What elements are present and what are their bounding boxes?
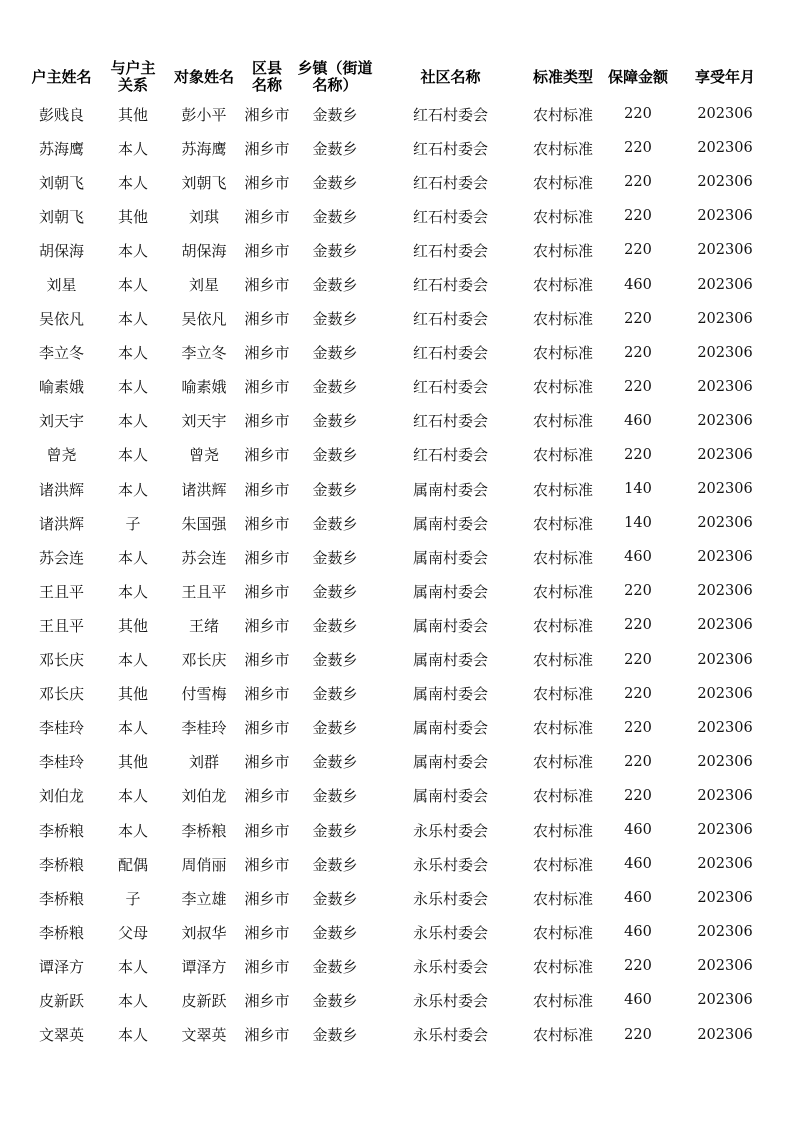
household-head-cell: 刘天宇: [38, 412, 84, 431]
township-cell: 金薮乡: [312, 582, 358, 601]
amount-cell: 460: [624, 890, 652, 907]
table-row: [24, 677, 776, 711]
standard-type-header: 标准类型: [532, 67, 593, 86]
community-cell: 属南村委会: [412, 582, 488, 601]
county-cell: 湘乡市: [244, 821, 290, 840]
township-cell: 金薮乡: [312, 241, 358, 260]
period-cell: 202306: [697, 310, 753, 327]
township-cell: 金薮乡: [312, 787, 358, 806]
period-cell: 202306: [697, 856, 753, 873]
recipient-name-cell: 李立冬: [181, 344, 227, 363]
recipient-name-cell: 周俏丽: [181, 855, 227, 874]
relation-header: 与户主 关系: [110, 59, 156, 94]
amount-cell: 220: [624, 242, 652, 259]
standard-type-cell: 农村标准: [532, 548, 593, 567]
recipient-name-cell: 吴依凡: [181, 310, 227, 329]
standard-type-cell: 农村标准: [532, 991, 593, 1010]
standard-type-cell: 农村标准: [532, 1026, 593, 1045]
recipient-name-cell: 刘伯龙: [181, 787, 227, 806]
relation-cell: 本人: [117, 310, 148, 329]
relation-cell: 父母: [117, 923, 148, 942]
township-cell: 金薮乡: [312, 889, 358, 908]
amount-cell: 220: [624, 1026, 652, 1043]
household-head-header: 户主姓名: [31, 67, 92, 86]
amount-cell: 220: [624, 719, 652, 736]
amount-cell: 460: [624, 412, 652, 429]
household-head-cell: 刘朝飞: [38, 173, 84, 192]
period-cell: 202306: [697, 549, 753, 566]
county-cell: 湘乡市: [244, 991, 290, 1010]
community-cell: 属南村委会: [412, 753, 488, 772]
household-head-cell: 王且平: [38, 616, 84, 635]
recipient-name-cell: 喻素娥: [181, 378, 227, 397]
county-cell: 湘乡市: [244, 548, 290, 567]
relation-cell: 本人: [117, 548, 148, 567]
recipient-name-cell: 李桥粮: [181, 821, 227, 840]
household-head-cell: 邓长庆: [38, 651, 84, 670]
standard-type-cell: 农村标准: [532, 344, 593, 363]
standard-type-cell: 农村标准: [532, 719, 593, 738]
amount-cell: 220: [624, 787, 652, 804]
period-cell: 202306: [697, 822, 753, 839]
community-cell: 永乐村委会: [412, 821, 488, 840]
community-cell: 红石村委会: [412, 446, 488, 465]
amount-cell: 140: [624, 481, 652, 498]
period-cell: 202306: [697, 787, 753, 804]
county-cell: 湘乡市: [244, 923, 290, 942]
township-cell: 金薮乡: [312, 753, 358, 772]
table-header-row: [24, 57, 776, 97]
county-cell: 湘乡市: [244, 139, 290, 158]
recipient-name-header: 对象姓名: [173, 67, 234, 86]
table-row: [24, 97, 776, 131]
community-cell: 红石村委会: [412, 241, 488, 260]
standard-type-cell: 农村标准: [532, 310, 593, 329]
standard-type-cell: 农村标准: [532, 616, 593, 635]
household-head-cell: 诸洪辉: [38, 514, 84, 533]
household-head-cell: 邓长庆: [38, 685, 84, 704]
recipient-name-cell: 皮新跃: [181, 991, 227, 1010]
township-cell: 金薮乡: [312, 821, 358, 840]
table-row: [24, 949, 776, 983]
county-cell: 湘乡市: [244, 616, 290, 635]
amount-cell: 220: [624, 685, 652, 702]
township-header: 乡镇（街道 名称）: [297, 59, 373, 94]
township-cell: 金薮乡: [312, 412, 358, 431]
table-row: [24, 847, 776, 881]
township-cell: 金薮乡: [312, 344, 358, 363]
period-cell: 202306: [697, 958, 753, 975]
recipient-name-cell: 王且平: [181, 582, 227, 601]
subsidy-roster-table: [24, 57, 776, 1052]
table-row: [24, 608, 776, 642]
county-cell: 湘乡市: [244, 719, 290, 738]
household-head-cell: 彭贱良: [38, 105, 84, 124]
amount-cell: 220: [624, 174, 652, 191]
township-cell: 金薮乡: [312, 105, 358, 124]
relation-cell: 其他: [117, 753, 148, 772]
table-row: [24, 711, 776, 745]
period-cell: 202306: [697, 481, 753, 498]
amount-cell: 220: [624, 378, 652, 395]
relation-cell: 其他: [117, 207, 148, 226]
table-row: [24, 540, 776, 574]
relation-cell: 配偶: [117, 855, 148, 874]
county-cell: 湘乡市: [244, 412, 290, 431]
amount-cell: 220: [624, 310, 652, 327]
recipient-name-cell: 彭小平: [181, 105, 227, 124]
community-cell: 属南村委会: [412, 787, 488, 806]
table-row: [24, 131, 776, 165]
community-cell: 属南村委会: [412, 480, 488, 499]
standard-type-cell: 农村标准: [532, 889, 593, 908]
table-row: [24, 370, 776, 404]
household-head-cell: 李桥粮: [38, 855, 84, 874]
standard-type-cell: 农村标准: [532, 139, 593, 158]
township-cell: 金薮乡: [312, 378, 358, 397]
county-cell: 湘乡市: [244, 105, 290, 124]
period-cell: 202306: [697, 412, 753, 429]
amount-cell: 460: [624, 276, 652, 293]
relation-cell: 子: [125, 514, 141, 533]
period-header: 享受年月: [694, 67, 755, 86]
amount-cell: 220: [624, 753, 652, 770]
community-cell: 属南村委会: [412, 651, 488, 670]
county-header: 区县 名称: [251, 59, 282, 94]
standard-type-cell: 农村标准: [532, 105, 593, 124]
standard-type-cell: 农村标准: [532, 276, 593, 295]
table-row: [24, 915, 776, 949]
amount-cell: 460: [624, 856, 652, 873]
relation-cell: 本人: [117, 276, 148, 295]
amount-cell: 460: [624, 549, 652, 566]
township-cell: 金薮乡: [312, 855, 358, 874]
standard-type-cell: 农村标准: [532, 412, 593, 431]
county-cell: 湘乡市: [244, 207, 290, 226]
table-row: [24, 267, 776, 301]
period-cell: 202306: [697, 140, 753, 157]
table-body: [24, 97, 776, 1052]
recipient-name-cell: 诸洪辉: [181, 480, 227, 499]
recipient-name-cell: 刘琪: [188, 207, 219, 226]
relation-cell: 本人: [117, 412, 148, 431]
table-row: [24, 302, 776, 336]
period-cell: 202306: [697, 515, 753, 532]
relation-cell: 本人: [117, 241, 148, 260]
table-row: [24, 438, 776, 472]
table-row: [24, 506, 776, 540]
relation-cell: 本人: [117, 719, 148, 738]
period-cell: 202306: [697, 651, 753, 668]
period-cell: 202306: [697, 344, 753, 361]
relation-cell: 本人: [117, 344, 148, 363]
standard-type-cell: 农村标准: [532, 957, 593, 976]
community-cell: 永乐村委会: [412, 855, 488, 874]
amount-cell: 220: [624, 651, 652, 668]
period-cell: 202306: [697, 890, 753, 907]
township-cell: 金薮乡: [312, 480, 358, 499]
period-cell: 202306: [697, 992, 753, 1009]
amount-cell: 220: [624, 140, 652, 157]
table-row: [24, 336, 776, 370]
household-head-cell: 李桂玲: [38, 753, 84, 772]
community-cell: 永乐村委会: [412, 923, 488, 942]
recipient-name-cell: 苏海鹰: [181, 139, 227, 158]
relation-cell: 本人: [117, 1026, 148, 1045]
relation-cell: 其他: [117, 616, 148, 635]
recipient-name-cell: 刘星: [188, 276, 219, 295]
household-head-cell: 李桥粮: [38, 923, 84, 942]
household-head-cell: 皮新跃: [38, 991, 84, 1010]
standard-type-cell: 农村标准: [532, 582, 593, 601]
period-cell: 202306: [697, 1026, 753, 1043]
amount-cell: 220: [624, 344, 652, 361]
township-cell: 金薮乡: [312, 139, 358, 158]
table-row: [24, 472, 776, 506]
household-head-cell: 吴依凡: [38, 310, 84, 329]
county-cell: 湘乡市: [244, 276, 290, 295]
household-head-cell: 谭泽方: [38, 957, 84, 976]
table-row: [24, 983, 776, 1017]
township-cell: 金薮乡: [312, 651, 358, 670]
recipient-name-cell: 付雪梅: [181, 685, 227, 704]
standard-type-cell: 农村标准: [532, 753, 593, 772]
community-cell: 永乐村委会: [412, 957, 488, 976]
standard-type-cell: 农村标准: [532, 241, 593, 260]
period-cell: 202306: [697, 924, 753, 941]
county-cell: 湘乡市: [244, 480, 290, 499]
community-cell: 红石村委会: [412, 207, 488, 226]
relation-cell: 其他: [117, 685, 148, 704]
recipient-name-cell: 李立雄: [181, 889, 227, 908]
county-cell: 湘乡市: [244, 514, 290, 533]
amount-cell: 220: [624, 106, 652, 123]
standard-type-cell: 农村标准: [532, 173, 593, 192]
recipient-name-cell: 曾尧: [188, 446, 219, 465]
county-cell: 湘乡市: [244, 173, 290, 192]
community-cell: 红石村委会: [412, 276, 488, 295]
household-head-cell: 王且平: [38, 582, 84, 601]
standard-type-cell: 农村标准: [532, 480, 593, 499]
period-cell: 202306: [697, 446, 753, 463]
amount-cell: 220: [624, 446, 652, 463]
relation-cell: 子: [125, 889, 141, 908]
community-cell: 红石村委会: [412, 310, 488, 329]
relation-cell: 本人: [117, 991, 148, 1010]
township-cell: 金薮乡: [312, 446, 358, 465]
township-cell: 金薮乡: [312, 276, 358, 295]
county-cell: 湘乡市: [244, 651, 290, 670]
recipient-name-cell: 刘朝飞: [181, 173, 227, 192]
amount-header: 保障金额: [607, 67, 668, 86]
recipient-name-cell: 谭泽方: [181, 957, 227, 976]
household-head-cell: 刘星: [46, 276, 77, 295]
community-cell: 红石村委会: [412, 173, 488, 192]
amount-cell: 460: [624, 992, 652, 1009]
household-head-cell: 李桥粮: [38, 821, 84, 840]
community-cell: 属南村委会: [412, 719, 488, 738]
recipient-name-cell: 朱国强: [181, 514, 227, 533]
relation-cell: 其他: [117, 105, 148, 124]
period-cell: 202306: [697, 583, 753, 600]
table-row: [24, 404, 776, 438]
standard-type-cell: 农村标准: [532, 685, 593, 704]
table-row: [24, 165, 776, 199]
township-cell: 金薮乡: [312, 719, 358, 738]
recipient-name-cell: 刘群: [188, 753, 219, 772]
household-head-cell: 苏会连: [38, 548, 84, 567]
community-cell: 红石村委会: [412, 105, 488, 124]
community-cell: 永乐村委会: [412, 991, 488, 1010]
recipient-name-cell: 邓长庆: [181, 651, 227, 670]
table-row: [24, 1018, 776, 1052]
household-head-cell: 诸洪辉: [38, 480, 84, 499]
county-cell: 湘乡市: [244, 582, 290, 601]
county-cell: 湘乡市: [244, 1026, 290, 1045]
relation-cell: 本人: [117, 957, 148, 976]
township-cell: 金薮乡: [312, 310, 358, 329]
relation-cell: 本人: [117, 446, 148, 465]
period-cell: 202306: [697, 685, 753, 702]
recipient-name-cell: 刘天宇: [181, 412, 227, 431]
standard-type-cell: 农村标准: [532, 821, 593, 840]
county-cell: 湘乡市: [244, 889, 290, 908]
period-cell: 202306: [697, 242, 753, 259]
standard-type-cell: 农村标准: [532, 855, 593, 874]
table-row: [24, 199, 776, 233]
community-cell: 属南村委会: [412, 616, 488, 635]
county-cell: 湘乡市: [244, 753, 290, 772]
recipient-name-cell: 王绪: [188, 616, 219, 635]
standard-type-cell: 农村标准: [532, 378, 593, 397]
table-row: [24, 574, 776, 608]
standard-type-cell: 农村标准: [532, 787, 593, 806]
household-head-cell: 李桥粮: [38, 889, 84, 908]
relation-cell: 本人: [117, 139, 148, 158]
relation-cell: 本人: [117, 378, 148, 397]
household-head-cell: 曾尧: [46, 446, 77, 465]
county-cell: 湘乡市: [244, 241, 290, 260]
county-cell: 湘乡市: [244, 310, 290, 329]
amount-cell: 460: [624, 822, 652, 839]
amount-cell: 220: [624, 617, 652, 634]
county-cell: 湘乡市: [244, 957, 290, 976]
amount-cell: 140: [624, 515, 652, 532]
recipient-name-cell: 李桂玲: [181, 719, 227, 738]
household-head-cell: 文翠英: [38, 1026, 84, 1045]
community-cell: 红石村委会: [412, 412, 488, 431]
county-cell: 湘乡市: [244, 344, 290, 363]
standard-type-cell: 农村标准: [532, 207, 593, 226]
recipient-name-cell: 苏会连: [181, 548, 227, 567]
community-cell: 永乐村委会: [412, 889, 488, 908]
community-cell: 属南村委会: [412, 548, 488, 567]
period-cell: 202306: [697, 719, 753, 736]
table-row: [24, 779, 776, 813]
county-cell: 湘乡市: [244, 446, 290, 465]
township-cell: 金薮乡: [312, 685, 358, 704]
household-head-cell: 李立冬: [38, 344, 84, 363]
amount-cell: 220: [624, 958, 652, 975]
township-cell: 金薮乡: [312, 991, 358, 1010]
county-cell: 湘乡市: [244, 787, 290, 806]
table-row: [24, 813, 776, 847]
table-row: [24, 233, 776, 267]
amount-cell: 460: [624, 924, 652, 941]
township-cell: 金薮乡: [312, 173, 358, 192]
community-cell: 属南村委会: [412, 514, 488, 533]
recipient-name-cell: 刘叔华: [181, 923, 227, 942]
period-cell: 202306: [697, 276, 753, 293]
household-head-cell: 胡保海: [38, 241, 84, 260]
relation-cell: 本人: [117, 480, 148, 499]
period-cell: 202306: [697, 378, 753, 395]
township-cell: 金薮乡: [312, 957, 358, 976]
period-cell: 202306: [697, 753, 753, 770]
standard-type-cell: 农村标准: [532, 923, 593, 942]
period-cell: 202306: [697, 617, 753, 634]
community-cell: 属南村委会: [412, 685, 488, 704]
period-cell: 202306: [697, 174, 753, 191]
period-cell: 202306: [697, 208, 753, 225]
relation-cell: 本人: [117, 787, 148, 806]
relation-cell: 本人: [117, 582, 148, 601]
standard-type-cell: 农村标准: [532, 514, 593, 533]
recipient-name-cell: 胡保海: [181, 241, 227, 260]
relation-cell: 本人: [117, 173, 148, 192]
township-cell: 金薮乡: [312, 207, 358, 226]
community-header: 社区名称: [420, 67, 481, 86]
township-cell: 金薮乡: [312, 514, 358, 533]
community-cell: 永乐村委会: [412, 1026, 488, 1045]
standard-type-cell: 农村标准: [532, 446, 593, 465]
township-cell: 金薮乡: [312, 616, 358, 635]
table-row: [24, 745, 776, 779]
community-cell: 红石村委会: [412, 139, 488, 158]
table-row: [24, 643, 776, 677]
relation-cell: 本人: [117, 651, 148, 670]
standard-type-cell: 农村标准: [532, 651, 593, 670]
household-head-cell: 刘伯龙: [38, 787, 84, 806]
household-head-cell: 刘朝飞: [38, 207, 84, 226]
amount-cell: 220: [624, 583, 652, 600]
township-cell: 金薮乡: [312, 923, 358, 942]
period-cell: 202306: [697, 106, 753, 123]
county-cell: 湘乡市: [244, 378, 290, 397]
county-cell: 湘乡市: [244, 685, 290, 704]
household-head-cell: 喻素娥: [38, 378, 84, 397]
township-cell: 金薮乡: [312, 548, 358, 567]
table-row: [24, 881, 776, 915]
community-cell: 红石村委会: [412, 378, 488, 397]
community-cell: 红石村委会: [412, 344, 488, 363]
county-cell: 湘乡市: [244, 855, 290, 874]
relation-cell: 本人: [117, 821, 148, 840]
household-head-cell: 李桂玲: [38, 719, 84, 738]
township-cell: 金薮乡: [312, 1026, 358, 1045]
recipient-name-cell: 文翠英: [181, 1026, 227, 1045]
household-head-cell: 苏海鹰: [38, 139, 84, 158]
amount-cell: 220: [624, 208, 652, 225]
